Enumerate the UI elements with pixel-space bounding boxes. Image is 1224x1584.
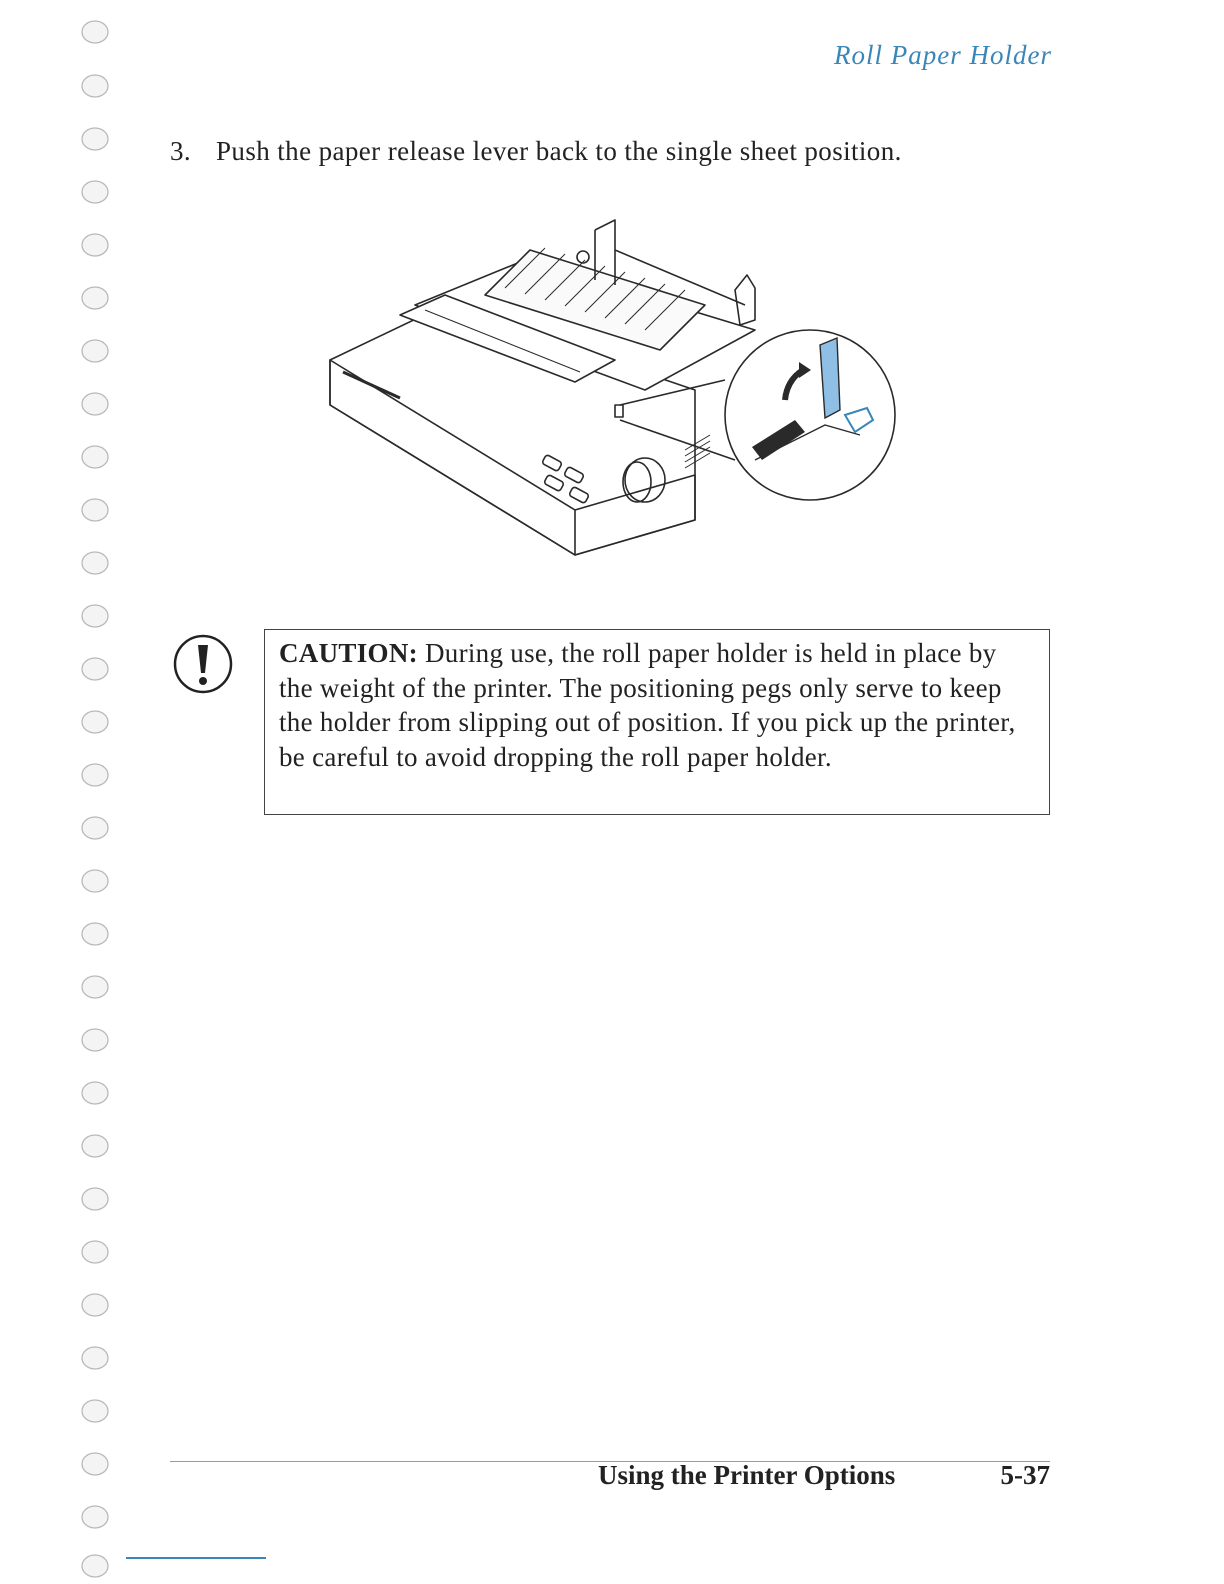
printer-illustration xyxy=(315,210,905,570)
footer-chapter-title: Using the Printer Options xyxy=(598,1460,896,1490)
section-header: Roll Paper Holder xyxy=(834,40,1052,70)
caution-text: During use, the roll paper holder is held in place by the weight of the printer. The positioning pegs only serve to keep the holder from slipping out of position. If you pick up the printer, be careful to avoid dropping the roll paper holder. xyxy=(279,638,1016,772)
bottom-accent-rule xyxy=(126,1557,266,1559)
step-text: Push the paper release lever back to the single sheet position. xyxy=(216,136,902,166)
caution-box xyxy=(264,629,1050,815)
step-number: 3. xyxy=(170,136,192,166)
exclamation-circle-icon xyxy=(172,633,234,695)
instruction-step xyxy=(170,136,1070,167)
page-number: 5-37 xyxy=(1000,1460,1050,1490)
spiral-binding xyxy=(78,8,112,1584)
caution-label: CAUTION: xyxy=(279,638,418,668)
